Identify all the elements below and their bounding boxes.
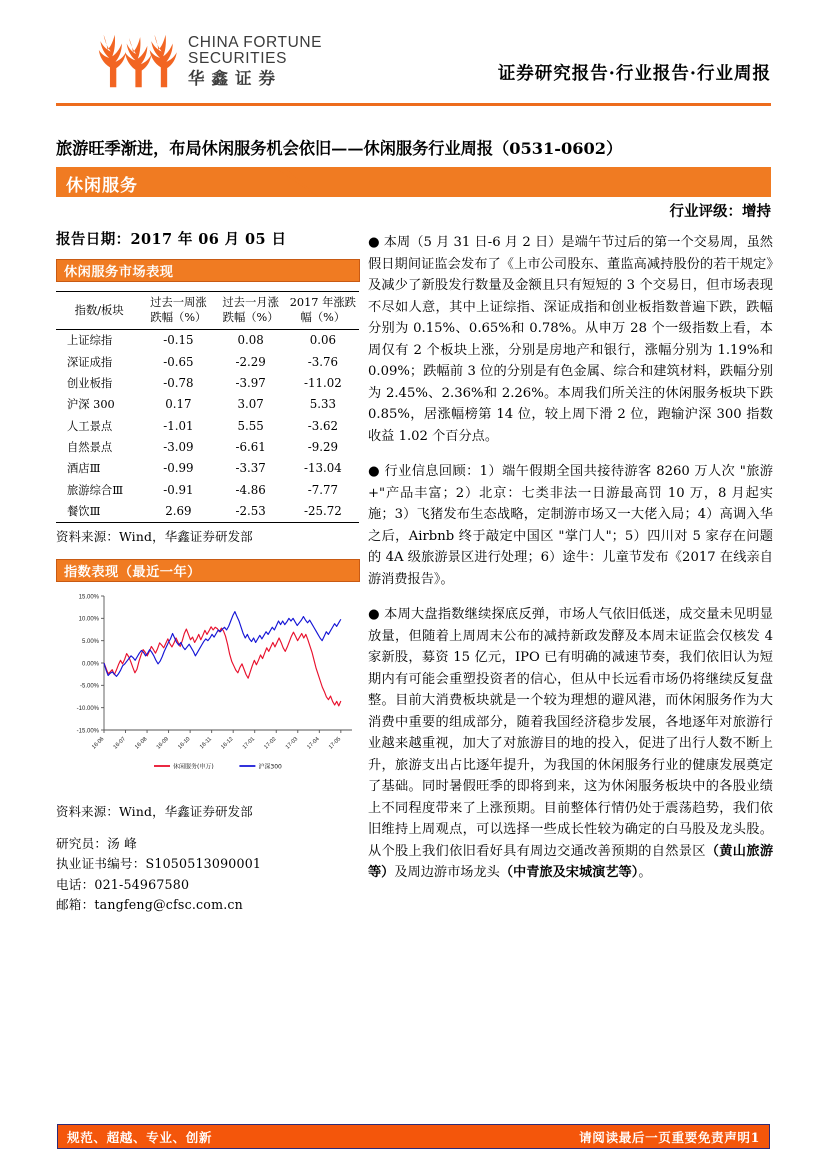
svg-text:-10.00%: -10.00% <box>76 705 99 712</box>
svg-text:休闲服务(申万): 休闲服务(申万) <box>173 763 214 771</box>
svg-text:16-06: 16-06 <box>91 736 106 751</box>
col-header-ytd-line2: 幅（%） <box>300 311 346 325</box>
cell-week: -0.65 <box>163 354 194 369</box>
outlook-mid-text: 及周边游市场龙头 <box>394 865 500 881</box>
footer-slogan: 规范、超越、专业、创新 <box>67 1130 213 1145</box>
highlight-stock-2: （中青旅及宋城演艺等） <box>499 865 639 881</box>
svg-text:17-01: 17-01 <box>241 736 257 751</box>
col-header-ytd <box>287 292 359 330</box>
logo-english-line1: CHINA FORTUNE <box>188 34 323 52</box>
cell-month: -6.61 <box>235 440 266 455</box>
svg-text:17-04: 17-04 <box>306 736 321 751</box>
cfs-logo-icon <box>88 30 178 92</box>
col-header-month <box>215 292 287 330</box>
table-row <box>56 436 359 457</box>
cell-ytd: -25.72 <box>287 501 359 523</box>
analyst-email: 邮箱：tangfeng@cfsc.com.cn <box>56 897 243 913</box>
left-column <box>56 228 360 915</box>
cell-ytd: -13.04 <box>303 461 342 476</box>
table-source-note: 资料来源：Wind，华鑫证券研发部 <box>56 528 253 544</box>
col-header-week-line2: 跌幅（%） <box>150 311 207 325</box>
table-body <box>56 329 359 522</box>
svg-text:10.00%: 10.00% <box>78 616 99 623</box>
cell-index-name: 沪深 300 <box>67 398 115 412</box>
banner-shape <box>56 167 771 197</box>
svg-text:17-05: 17-05 <box>327 736 343 751</box>
analyst-info <box>56 834 360 916</box>
svg-text:0.00%: 0.00% <box>81 661 99 668</box>
table-row <box>56 329 359 351</box>
cell-week: -3.09 <box>163 440 194 455</box>
cell-ytd: 5.33 <box>309 397 337 412</box>
cell-week: 2.69 <box>142 501 214 523</box>
header-report-type: 证券研究报告·行业报告·行业周报 <box>497 64 771 84</box>
cell-month: -3.37 <box>235 461 266 476</box>
cell-week: -1.01 <box>163 418 194 433</box>
cell-index-name: 旅游综合Ⅲ <box>67 483 124 497</box>
svg-text:16-07: 16-07 <box>112 736 127 751</box>
col-header-month-line2: 跌幅（%） <box>222 311 279 325</box>
cell-index-name: 餐饮Ⅲ <box>56 501 142 523</box>
outlook-tail: 。 <box>638 865 652 881</box>
cell-week: 0.17 <box>165 397 192 412</box>
col-header-index <box>56 292 142 330</box>
cell-index-name: 自然景点 <box>67 441 113 455</box>
cell-month: -4.86 <box>235 482 266 497</box>
cell-month: 0.08 <box>237 333 264 348</box>
footer-disclaimer: 请阅读最后一页重要免责声明1 <box>579 1130 760 1145</box>
market-performance-header <box>56 259 360 282</box>
index-chart-section <box>56 559 360 820</box>
cell-month: 5.55 <box>237 418 264 433</box>
table-row <box>56 415 359 436</box>
cell-ytd: -3.76 <box>307 354 338 369</box>
logo-english-line2: SECURITIES <box>188 50 288 68</box>
cell-month: -2.29 <box>235 354 266 369</box>
company-logo <box>88 26 388 96</box>
cell-index-name: 上证综指 <box>67 334 113 348</box>
svg-text:16-11: 16-11 <box>198 736 214 751</box>
col-header-month-line1: 过去一月涨 <box>222 296 279 309</box>
cell-month: -2.53 <box>215 501 287 523</box>
table-row <box>56 372 359 393</box>
right-column <box>368 232 773 898</box>
market-performance-table <box>56 291 359 523</box>
cell-week: -0.15 <box>163 333 194 348</box>
table-row <box>56 351 359 372</box>
col-header-index-line1: 指数/板块 <box>74 303 124 317</box>
paragraph-industry-news: ● 行业信息回顾：1）端午假期全国共接待游客 8260 万人次 "旅游+"产品丰富；2）北京：七类非法一日游最高罚 10 万，8 月起实施；3）飞猪发布生态战略，定制游市场又一大佬入局；4）高调入华之后，Airbnb 终于敲定中国区 "掌门人"；5）四川对 5 家存在问题的 4A 级旅游景区进行处理；6）途牛：儿童节发布《2017 在线亲自游消费报告》。 <box>368 464 773 587</box>
cell-month: 3.07 <box>237 397 264 412</box>
svg-text:沪深300: 沪深300 <box>258 763 282 771</box>
logo-chinese: 华鑫证券 <box>188 68 282 88</box>
cell-ytd: -3.62 <box>307 418 338 433</box>
col-header-week-line1: 过去一周涨 <box>150 296 207 309</box>
report-date: 报告日期：2017 年 06 月 05 日 <box>56 231 287 248</box>
cell-index-name: 深证成指 <box>67 355 113 369</box>
svg-text:16-12: 16-12 <box>220 736 235 751</box>
table-row <box>56 458 359 479</box>
svg-text:17-03: 17-03 <box>284 736 300 751</box>
cell-week: -0.99 <box>163 461 194 476</box>
page-footer <box>57 1124 770 1149</box>
highlight-stock-1: （黄山旅游等） <box>368 843 774 881</box>
table-row <box>56 479 359 500</box>
banner-industry-label: 休闲服务 <box>66 176 138 196</box>
svg-text:5.00%: 5.00% <box>81 638 99 645</box>
table-header-row <box>56 292 359 330</box>
index-performance-chart <box>58 590 358 795</box>
analyst-phone: 电话：021-54967580 <box>56 876 190 892</box>
industry-banner <box>56 167 771 197</box>
cell-week: -0.78 <box>163 375 194 390</box>
chart-section-title: 指数表现（最近一年） <box>64 564 201 580</box>
col-header-week <box>142 292 214 330</box>
paragraph-market-review: ● 本周（5 月 31 日-6 月 2 日）是端午节过后的第一个交易周，虽然假日期间证监会发布了《上市公司股东、董监高减持股份的若干规定》及减少了新股发行数量及金额且只有短短的 3 个交易日，但市场表现不尽如人意，其中上证综指、深证成指和创业板指数普遍下跌，跌幅分别为 0.15%、0.65%和 0.78%。从申万 28 个一级指数上看，本周仅有 2 个板块上涨，分别是房地产和银行，涨幅分别为 1.19%和 0.09%；跌幅前 3 位的分别是有色金属、综合和建筑材料，跌幅分别为 2.45%、2.36%和 2.26%。本周我们所关注的休闲服务板块下跌 0.85%，居涨幅榜第 14 位，较上周下滑 2 位，跑输沪深 300 指数收益 1.02 个百分点。 <box>368 235 773 444</box>
cell-index-name: 创业板指 <box>67 376 113 390</box>
svg-text:16-10: 16-10 <box>177 736 192 751</box>
svg-text:16-09: 16-09 <box>155 736 171 751</box>
outlook-text: ● 本周大盘指数继续探底反弹，市场人气依旧低迷，成交量未见明显放量，但随着上周周末公布的减持新政发酵及本周末证监会仅核发 4 家新股，募资 15 亿元，IPO 已有明确的减速节奏，我们依旧认为短期内有可能会重塑投资者的信心，但从中长远看市场仍将继续反复盘整。目前大消费板块就是一个较为理想的避风港，而休闲服务作为大消费中重要的组成部分，随着我国经济稳步发展，各地逐年对旅游行业越来越重视，加大了对旅游目的地的投入，促进了出行人数不断上升，旅游支出占比逐年提升，为我国的休闲服务行业的健康发展奠定了基础。同时暑假旺季的即将到来，这为休闲服务板块中的各股业绩上不同程度带来了上涨预期。目前整体行情仍处于震荡趋势，我们依旧维持上周观点，可以选择一些成长性较为确定的白马股及龙头股。从个股上我们依旧看好具有周边交通改善预期的自然景区 <box>368 607 773 859</box>
page-header <box>56 22 771 100</box>
cell-ytd: -9.29 <box>307 440 338 455</box>
svg-text:16-08: 16-08 <box>134 736 149 751</box>
cell-index-name: 酒店Ⅲ <box>67 462 101 476</box>
header-divider <box>56 103 771 106</box>
cell-ytd: -7.77 <box>307 482 338 497</box>
svg-text:-5.00%: -5.00% <box>79 683 99 690</box>
cell-month: -3.97 <box>235 375 266 390</box>
chart-section-header <box>56 559 360 582</box>
cell-ytd: -11.02 <box>303 375 342 390</box>
table-row <box>56 394 359 415</box>
analyst-name: 研究员：汤 峰 <box>56 835 137 851</box>
chart-source-note: 资料来源：Wind，华鑫证券研发部 <box>56 803 253 819</box>
svg-text:15.00%: 15.00% <box>78 594 99 601</box>
svg-text:17-02: 17-02 <box>263 736 278 751</box>
cell-week: -0.91 <box>163 482 194 497</box>
paragraph-outlook <box>368 604 773 884</box>
industry-rating: 行业评级：增持 <box>669 203 771 220</box>
market-performance-title: 休闲服务市场表现 <box>64 265 174 280</box>
col-header-ytd-line1: 2017 年涨跌 <box>289 296 356 309</box>
analyst-license: 执业证书编号：S1050513090001 <box>56 856 262 872</box>
svg-text:-15.00%: -15.00% <box>76 728 99 735</box>
cell-ytd: 0.06 <box>309 333 337 348</box>
cell-index-name: 人工景点 <box>67 419 113 433</box>
page-title: 旅游旺季渐进，布局休闲服务机会依旧——休闲服务行业周报（0531-0602） <box>56 139 623 158</box>
table-row <box>56 501 359 523</box>
